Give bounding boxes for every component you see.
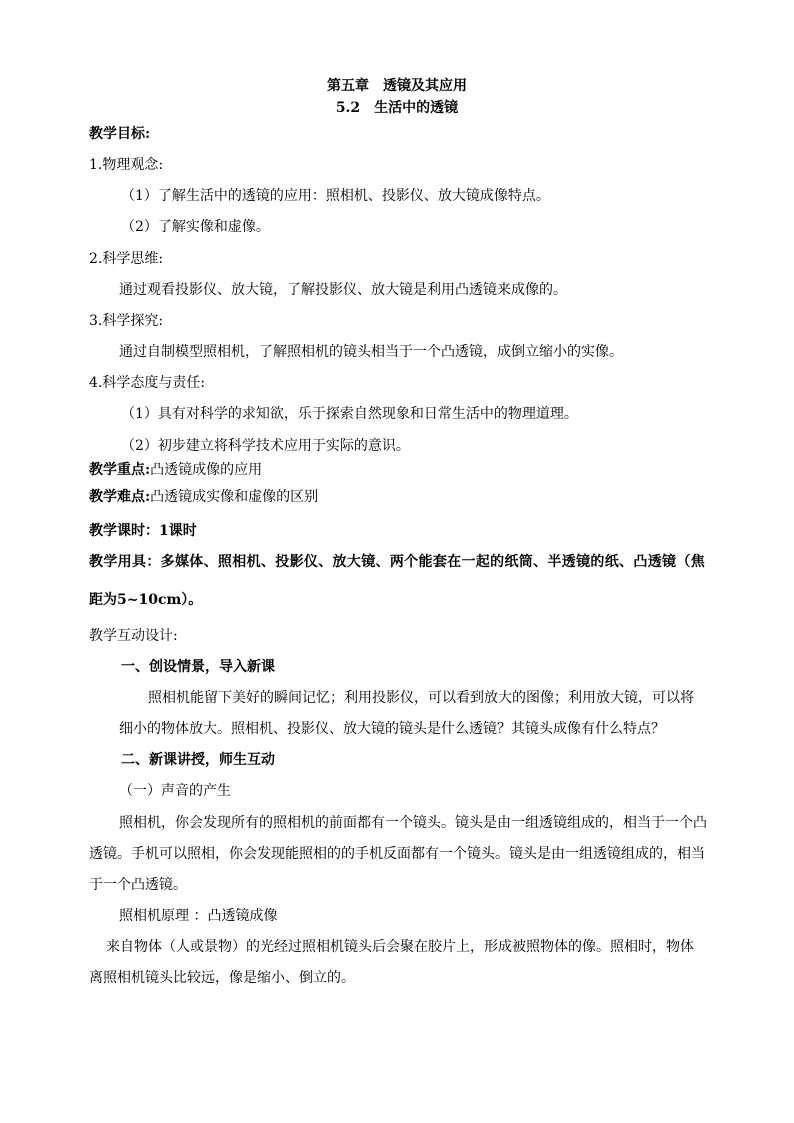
difficulty-text: 凸透镜成实像和虚像的区别 [150, 489, 319, 505]
paragraph-1-line-3: 于一个凸透镜。 [89, 877, 187, 893]
key-point [89, 460, 262, 480]
key-point-text: 凸透镜成像的应用 [150, 462, 263, 478]
paragraph-2-line-2: 离照相机镜头比较远，像是缩小、倒立的。 [89, 970, 355, 986]
design-heading: 教学互动设计: [89, 628, 178, 644]
paragraph-2-line-1: 来自物体（人或景物）的光经过照相机镜头后会聚在胶片上，形成被照物体的像。照相时，物体 [106, 939, 694, 955]
objective-2-text: 通过观看投影仪、放大镜，了解投影仪、放大镜是利用凸透镜来成像的。 [119, 282, 567, 298]
subsection-1-heading: （一）声音的产生 [119, 783, 231, 799]
objective-4-a: （1）具有对科学的求知欲，乐于探索自然现象和日常生活中的物理道理。 [121, 406, 578, 422]
part-1-line-2: 细小的物体放大。照相机、投影仪、放大镜的镜头是什么透镜？其镜头成像有什么特点？ [119, 721, 665, 737]
objective-4-heading: 4.科学态度与责任: [89, 375, 206, 391]
objective-3-text: 通过自制模型照相机，了解照相机的镜头相当于一个凸透镜，成倒立缩小的实像。 [119, 344, 623, 360]
objective-1-b: （2）了解实像和虚像。 [121, 219, 270, 235]
paragraph-1-line-1: 照相机，你会发现所有的照相机的前面都有一个镜头。镜头是由一组透镜组成的，相当于一个凸 [119, 815, 707, 831]
difficulty [89, 487, 318, 507]
part-1-line-1: 照相机能留下美好的瞬间记忆；利用投影仪，可以看到放大的图像；利用放大镜，可以将 [148, 690, 694, 706]
part-2-heading: 二、新课讲授，师生互动 [121, 752, 275, 768]
difficulty-label: 教学难点: [89, 489, 151, 505]
objectives-heading: 教学目标: [89, 126, 151, 142]
camera-principle: 照相机原理 ：凸透镜成像 [119, 908, 278, 924]
paragraph-1-line-2: 透镜。手机可以照相，你会发现能照相的的手机反面都有一个镜头。镜头是由一组透镜组成的，相当 [89, 846, 705, 862]
part-1-heading: 一、创设情景，导入新课 [121, 659, 275, 675]
teaching-hours: 教学课时：1课时 [89, 523, 197, 539]
section-title: 5.2 生活中的透镜 [335, 100, 459, 116]
teaching-tools-line-2: 距为5~10cm）。 [89, 592, 203, 608]
objective-3-heading: 3.科学探究: [89, 313, 164, 329]
teaching-tools-line-1: 教学用具：多媒体、照相机、投影仪、放大镜、两个能套在一起的纸筒、半透镜的纸、凸透镜（焦 [89, 554, 705, 570]
objective-1-a: （1）了解生活中的透镜的应用：照相机、投影仪、放大镜成像特点。 [121, 188, 550, 204]
objective-1-heading: 1.物理观念: [89, 157, 164, 173]
chapter-title: 第五章 透镜及其应用 [327, 78, 467, 94]
objective-2-heading: 2.科学思维: [89, 251, 164, 267]
key-point-label: 教学重点: [89, 462, 151, 478]
objective-4-b: （2）初步建立将科学技术应用于实际的意识。 [121, 438, 410, 454]
